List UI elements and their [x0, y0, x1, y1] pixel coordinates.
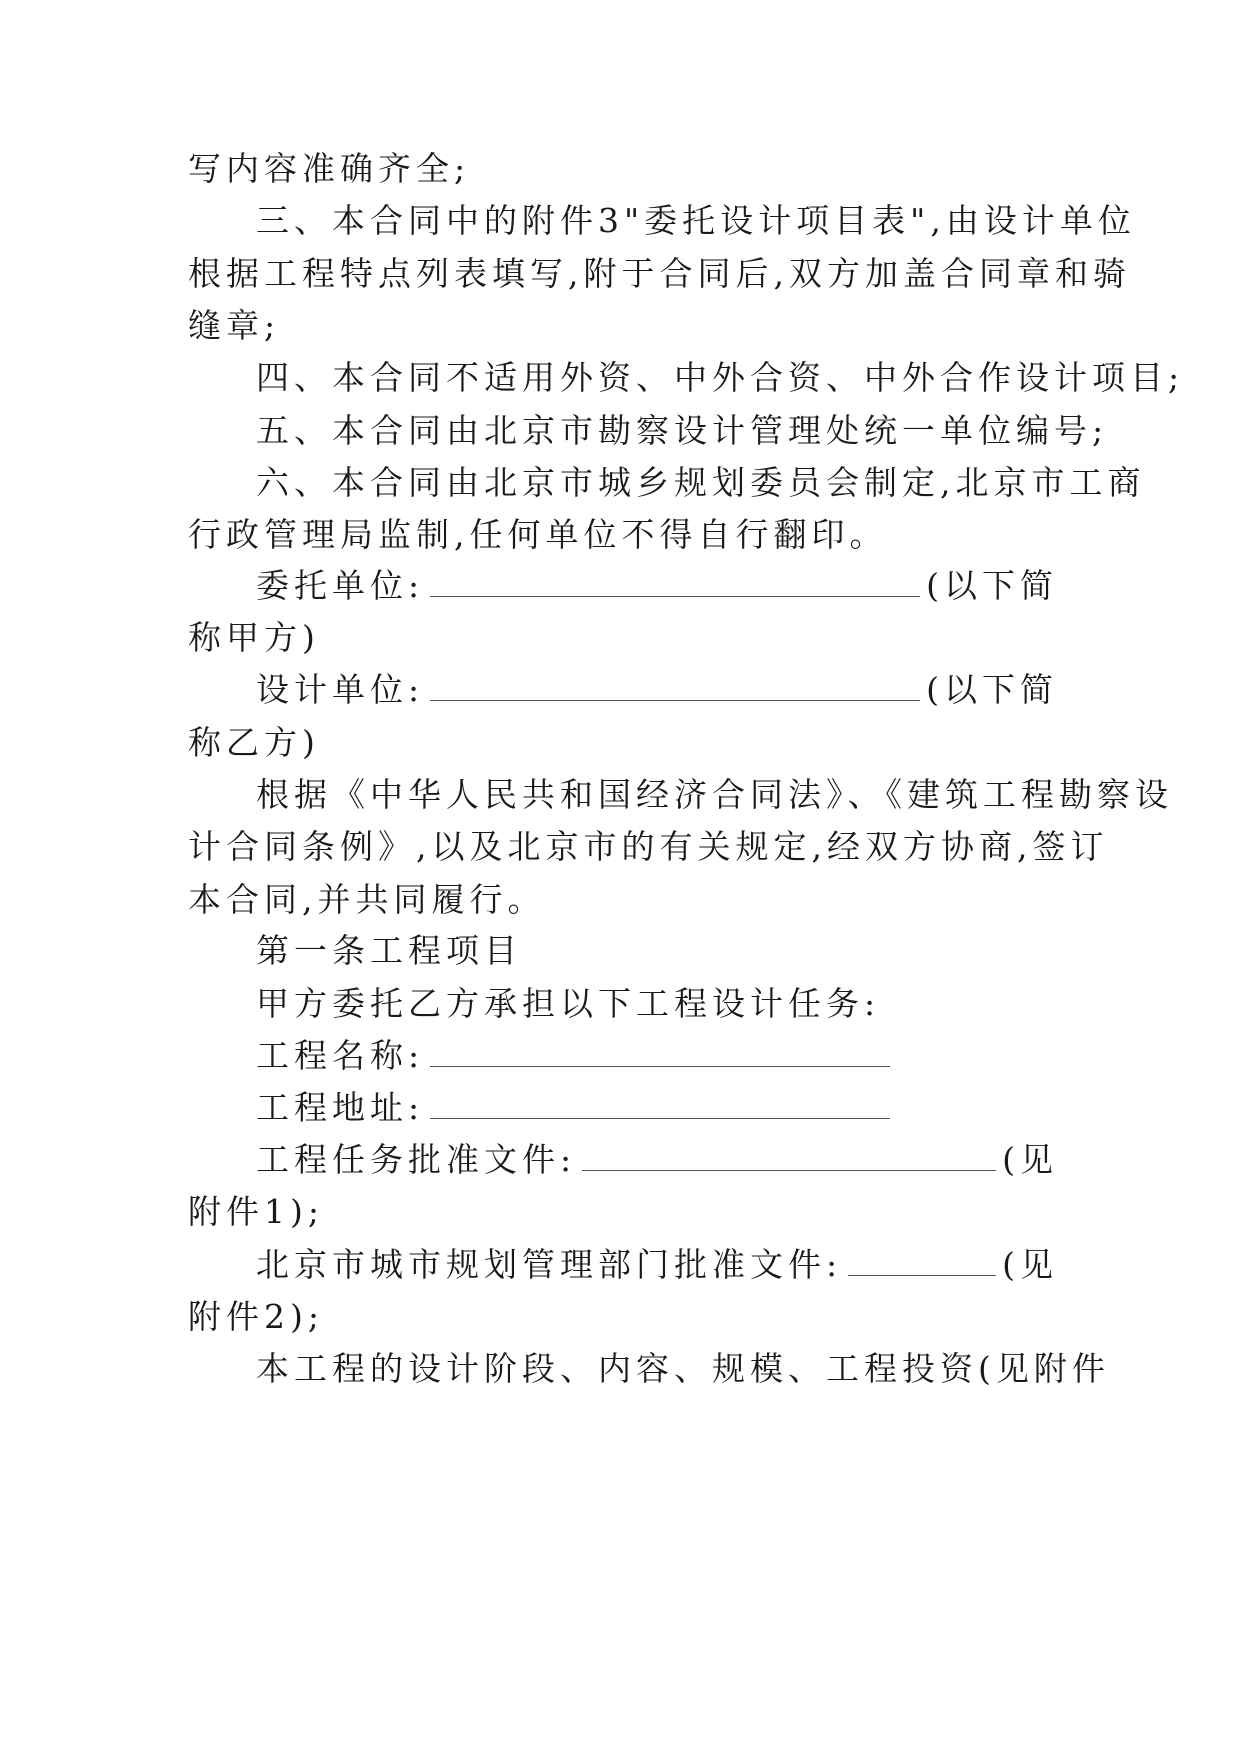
- client-unit-blank[interactable]: [430, 568, 920, 597]
- text-line: 缝章;: [188, 306, 281, 345]
- text-line: 附件2);: [188, 1297, 324, 1336]
- project-name-blank[interactable]: [430, 1038, 890, 1067]
- approval-doc-label: 工程任务批准文件:: [256, 1140, 577, 1179]
- approval-doc-field: [256, 1131, 1058, 1189]
- client-unit-note: (以下简: [926, 566, 1058, 605]
- text-line: 计合同条例》,以及北京市的有关规定,经双方协商,签订: [188, 827, 1109, 866]
- project-address-blank[interactable]: [430, 1090, 890, 1119]
- project-address-label: 工程地址:: [256, 1088, 425, 1127]
- text-line: 行政管理局监制,任何单位不得自行翻印。: [188, 515, 888, 554]
- design-unit-blank[interactable]: [430, 672, 920, 701]
- clause-four: 四、本合同不适用外资、中外合资、中外合作设计项目;: [256, 358, 1185, 397]
- clause-six: 六、本合同由北京市城乡规划委员会制定,北京市工商: [256, 463, 1146, 502]
- approval-doc-blank[interactable]: [582, 1142, 996, 1171]
- client-unit-field: [256, 557, 1058, 615]
- text-line: 本工程的设计阶段、内容、规模、工程投资(见附件: [256, 1349, 1110, 1388]
- article-one-heading: 第一条工程项目: [256, 931, 522, 970]
- planning-doc-blank[interactable]: [848, 1247, 996, 1276]
- project-address-field: [256, 1079, 896, 1137]
- approval-doc-note: (见: [1002, 1140, 1058, 1179]
- project-name-label: 工程名称:: [256, 1036, 425, 1075]
- text-line: 附件1);: [188, 1192, 324, 1231]
- text-line: 称乙方): [188, 723, 320, 762]
- preamble: 根据《中华人民共和国经济合同法》、《建筑工程勘察设: [256, 775, 1173, 814]
- text-line: 称甲方): [188, 618, 320, 657]
- text-line: 甲方委托乙方承担以下工程设计任务:: [256, 984, 881, 1023]
- clause-three: 三、本合同中的附件3"委托设计项目表",由设计单位: [256, 201, 1136, 240]
- clause-five: 五、本合同由北京市勘察设计管理处统一单位编号;: [256, 411, 1109, 450]
- design-unit-field: [256, 661, 1058, 719]
- text-line: 写内容准确齐全;: [188, 149, 471, 188]
- planning-doc-field: [256, 1236, 1058, 1294]
- planning-doc-note: (见: [1002, 1245, 1058, 1284]
- planning-doc-label: 北京市城市规划管理部门批准文件:: [256, 1245, 843, 1284]
- text-line: 本合同,并共同履行。: [188, 880, 546, 919]
- text-line: 根据工程特点列表填写,附于合同后,双方加盖合同章和骑: [188, 254, 1131, 293]
- design-unit-note: (以下简: [926, 670, 1058, 709]
- project-name-field: [256, 1027, 896, 1085]
- client-unit-label: 委托单位:: [256, 566, 425, 605]
- design-unit-label: 设计单位:: [256, 670, 425, 709]
